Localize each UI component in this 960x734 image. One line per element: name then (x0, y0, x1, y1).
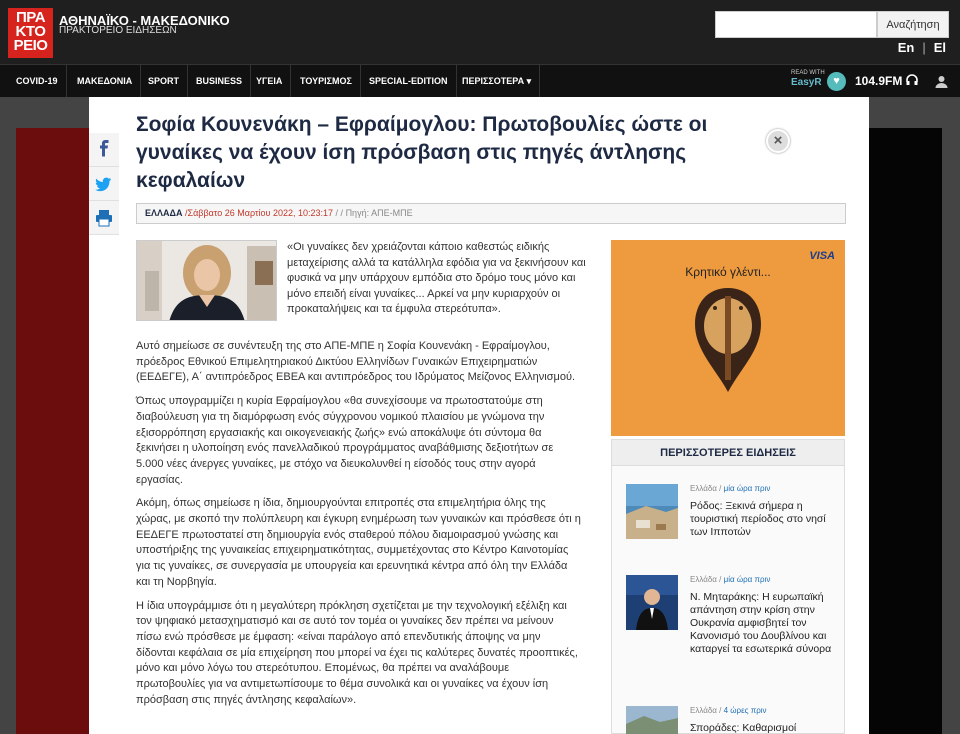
rhodes-harbor-image (626, 484, 678, 539)
article-modal (89, 97, 869, 734)
top-header (0, 0, 960, 64)
lang-en-link[interactable]: En (897, 40, 915, 55)
right-banner (869, 128, 942, 734)
radio-player[interactable]: 104.9FM (855, 65, 918, 98)
article-body (136, 339, 581, 716)
nav-item-covid[interactable]: COVID-19 (8, 65, 67, 98)
article-paragraph: Όπως υπογραμμίζει η κυρία Εφραίμογλου «θα συνεχίσουμε να πρωτοστατούμε στη διαβούλευση για τη διαμόρφωση ενός σύγχρονου νομικού πλαισίου με γνώμονα την εξισορρόπηση εργασιακής και οικογενειακής ζωής» ενώ αποκάλυψε ότι σύντομα θα ξεκινήσει η υλοποίηση ενός πανελλαδικού προγράμματος αναβάθμισης δεξιοτήτων σε 5.000 νέες άνεργες γυναίκες, με στόχο να διευκολυνθεί η είσοδός τους στην αγορά εργασίας. (136, 395, 554, 486)
news-thumbnail[interactable] (626, 706, 678, 734)
main-nav (0, 64, 960, 97)
article-paragraph: Ακόμη, όπως σημείωσε η ίδια, δημιουργούνται επιτροπές στα επιμελητήρια όλης της χώρας, με σκοπό την πολύπλευρη και έγκυρη ενημέρωση των γυναικών και πρόσθεσε ότι η ΕΕΔΕΓΕ πρωτοστατεί στη δημιουργία ενός σταθερού πόλου διαμοιρασμού γνώσης και υποστήριξης της γυναικείας επιχειρηματικότητας, συμμετέχοντας στο Κέντρο Καινοτομίας για τις γυναίκες, σε συνεργασία με υπουργεία και ερευνητικά κέντρα από όλη την Ελλάδα και τη Νορβηγία. (136, 497, 581, 588)
article-headline: Σοφία Κουνενάκη – Εφραίμογλου: Πρωτοβουλίες ώστε οι γυναίκες να έχουν ίση πρόσβαση στις πηγές άντλησης κεφαλαίων (136, 113, 708, 192)
nav-item-makedonia[interactable]: ΜΑΚΕΔΟΝΙΑ (69, 65, 141, 98)
left-banner (16, 128, 89, 734)
news-headline[interactable]: Ν. Μηταράκης: Η ευρωπαϊκή απάντηση στην κρίση στην Ουκρανία αμφισβητεί τον Κανονισμό του Δουβλίνου και καταργεί τα εσωτερικά σύνορα (690, 591, 832, 655)
article-category[interactable]: ΕΛΛΑΔΑ (145, 208, 183, 218)
brand-subtitle: ΠΡΑΚΤΟΡΕΙΟ ΕΙΔΗΣΕΩΝ (59, 25, 177, 36)
article-lead-quote: «Οι γυναίκες δεν χρειάζονται κάποιο καθεστώς ειδικής μεταχείρισης αλλά τα κατάλληλα εφόδια για να ξεκινήσουν και φυσικά να μην υπάρχουν εμπόδια στο δρόμο τους μόνο και μόνο επειδή είναι γυναίκες... Αρκεί να μην κυριαρχούν οι προκαταλήψεις και τα έμφυλα στερεότυπα». (287, 241, 586, 315)
close-icon[interactable]: × (766, 129, 790, 153)
language-switcher: En | El (897, 40, 946, 55)
lang-el-link[interactable]: El (933, 40, 946, 55)
news-headline[interactable]: Σποράδες: Καθαρισμοί (690, 722, 797, 734)
nav-item-business[interactable]: BUSINESS (188, 65, 251, 98)
article-paragraph: Η ίδια υπογράμμισε ότι η μεγαλύτερη πρόκληση σχετίζεται με την τεχνολογική εξέλιξη και τον ψηφιακό μετασχηματισμό και σε αυτό τον τομέα οι γυναίκες δεν πρέπει να μείνουν πίσω ενώ πρόσθεσε με έμφαση: «είναι παράλογο από επενδυτικής άποψης να μην δίδονται κεφάλαια σε μία επιχείρηση που μπορεί να έχει τις καλύτερες δυνατές προοπτικές, μόνο και μόνο λόγω του στερεότυπου. Επομένως, θα πρέπει να αναλάβουμε πρωτοβουλίες για να αντιμετωπίσουμε το θέμα συνολικά και οι γυναίκες να έχουν ίση πρόσβαση στις πηγές άντλησης κεφαλαίων». (136, 599, 578, 706)
apmpe-logo[interactable]: ΠΡΑ ΚΤΟ ΡΕΙΟ (8, 8, 53, 58)
facebook-icon (89, 133, 119, 167)
more-news-title: ΠΕΡΙΣΣΟΤΕΡΕΣ ΕΙΔΗΣΕΙΣ (612, 440, 844, 466)
news-category[interactable]: Ελλάδα (690, 484, 717, 493)
news-item[interactable]: Ελλάδα / μία ώρα πριν Ν. Μηταράκης: Η ευρωπαϊκή απάντηση στην κρίση στην Ουκρανία αμφισβητεί τον Κανονισμό του Δουβλίνου και καταργεί τα εσωτερικά σύνορα (626, 575, 836, 635)
news-time: 4 ώρες πριν (723, 706, 767, 715)
article-source: Πηγή: ΑΠΕ-ΜΠΕ (345, 208, 413, 218)
nav-item-special-edition[interactable]: SPECIAL-EDITION (361, 65, 457, 98)
article-paragraph: Αυτό σημείωσε σε συνέντευξη της στο ΑΠΕ-ΜΠΕ η Σοφία Κουνενάκη - Εφραίμογλου, πρόεδρος Εθνικού Επιμελητηριακού Δικτύου Ελληνίδων Γυναικών Επιχειρηματιών (ΕΕΔΕΓΕ), Α΄ αντιπρόεδρος ΕΒΕΑ και αντιπρόεδρος του Ιδρύματος Μείζονος Ελληνισμού. (136, 340, 576, 384)
news-headline[interactable]: Ρόδος: Ξεκινά σήμερα η τουριστική περίοδος στο νησί των Ιπποτών (690, 500, 826, 538)
more-news-panel (611, 439, 845, 734)
person-photo (137, 241, 277, 321)
nav-item-sport[interactable]: SPORT (140, 65, 188, 98)
search-button[interactable]: Αναζήτηση (877, 11, 949, 38)
news-time: μία ώρα πριν (723, 484, 771, 493)
news-category[interactable]: Ελλάδα (690, 706, 717, 715)
easyr-widget[interactable]: READ WITH EasyR (791, 70, 825, 88)
nav-item-tourismos[interactable]: ΤΟΥΡΙΣΜΟΣ (292, 65, 361, 98)
news-item[interactable]: Ελλάδα / 4 ώρες πριν Σποράδες: Καθαρισμοί (626, 706, 836, 734)
brand-name: ΑΘΗΝΑΪΚΟ - ΜΑΚΕΔΟΝΙΚΟ (59, 13, 230, 28)
sporades-image (626, 706, 678, 734)
ad-text: Κρητικό γλέντι... (685, 265, 771, 279)
ear-icon[interactable]: ♥ (827, 72, 846, 91)
news-thumbnail[interactable] (626, 575, 678, 630)
share-column (89, 133, 119, 235)
search-input[interactable] (715, 11, 877, 38)
headphones-icon (906, 74, 918, 86)
news-time: μία ώρα πριν (723, 575, 771, 584)
minister-photo (626, 575, 678, 630)
twitter-icon (89, 167, 119, 201)
news-thumbnail[interactable] (626, 484, 678, 539)
nav-item-more[interactable]: ΠΕΡΙΣΣΟΤΕΡΑ ▾ (454, 65, 540, 98)
twitter-share-button[interactable] (89, 167, 119, 201)
print-icon (89, 201, 119, 235)
visa-logo: VISA (809, 250, 835, 262)
lyra-instrument-icon (611, 240, 845, 436)
user-icon[interactable] (935, 75, 948, 88)
news-category[interactable]: Ελλάδα (690, 575, 717, 584)
nav-item-ygeia[interactable]: ΥΓΕΙΑ (248, 65, 291, 98)
article-meta-bar: ΕΛΛΑΔΑ /Σάββατο 26 Μαρτίου 2022, 10:23:17 / / Πηγή: ΑΠΕ-ΜΠΕ (136, 203, 846, 224)
article-date: Σάββατο 26 Μαρτίου 2022, 10:23:17 (187, 208, 334, 218)
print-button[interactable] (89, 201, 119, 235)
news-item[interactable]: Ελλάδα / μία ώρα πριν Ρόδος: Ξεκινά σήμερα η τουριστική περίοδος στο νησί των Ιπποτών (626, 484, 836, 544)
article-photo[interactable] (136, 240, 277, 321)
visa-ad-banner[interactable] (611, 240, 845, 436)
facebook-share-button[interactable] (89, 133, 119, 167)
